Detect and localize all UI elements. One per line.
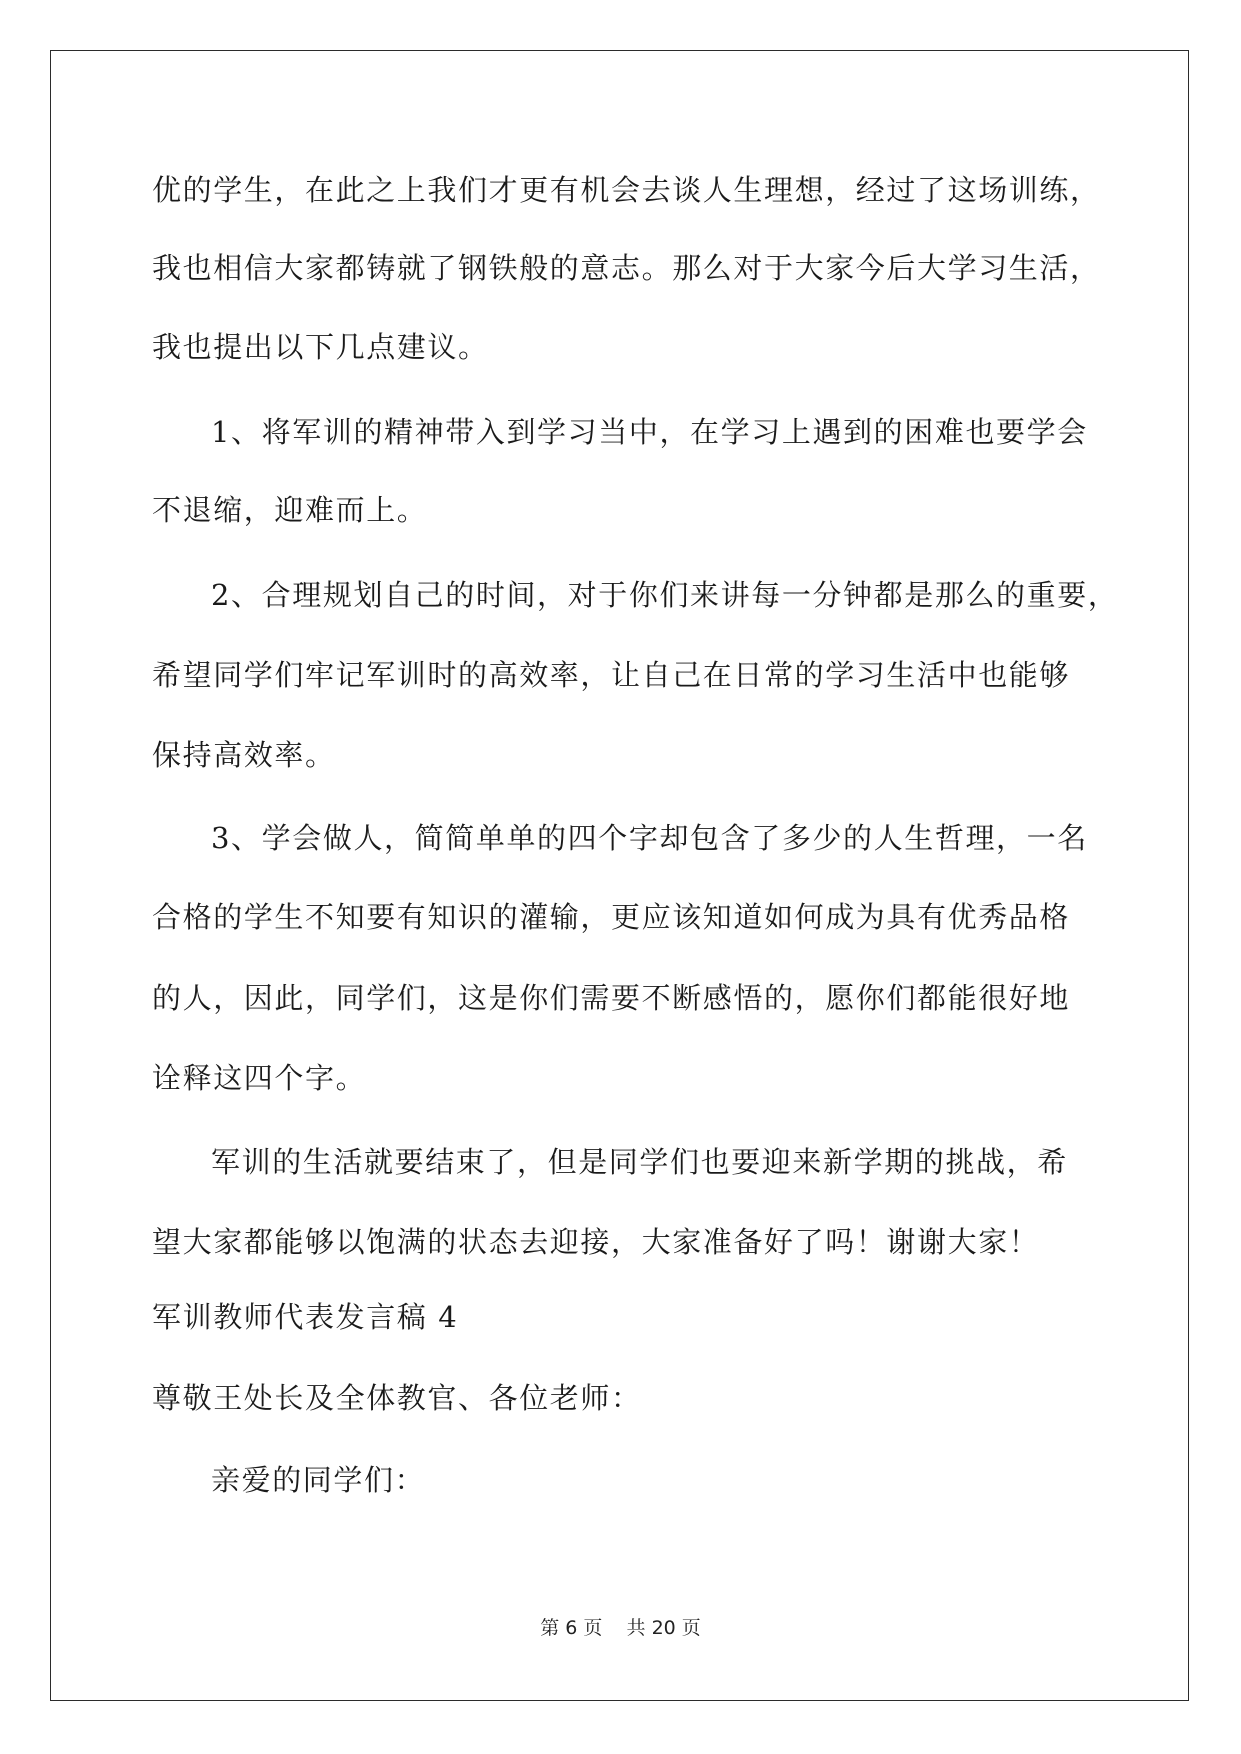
page-number: 第 6 页 <box>540 1617 603 1639</box>
paragraph-line: 2、合理规划自己的时间，对于你们来讲每一分钟都是那么的重要， <box>211 578 1119 612</box>
page-border <box>50 50 1189 1701</box>
paragraph-line: 1、将军训的精神带入到学习当中，在学习上遇到的困难也要学会 <box>211 415 1088 449</box>
paragraph-line: 我也相信大家都铸就了钢铁般的意志。那么对于大家今后大学习生活， <box>152 251 1101 285</box>
page-footer <box>0 1616 1241 1640</box>
salutation-line: 亲爱的同学们： <box>211 1463 426 1497</box>
paragraph-line: 保持高效率。 <box>152 738 336 772</box>
salutation-line: 尊敬王处长及全体教官、各位老师： <box>152 1381 642 1415</box>
paragraph-line: 的人，因此，同学们，这是你们需要不断感悟的，愿你们都能很好地 <box>152 981 1071 1015</box>
paragraph-line: 诠释这四个字。 <box>152 1061 367 1095</box>
paragraph-line: 望大家都能够以饱满的状态去迎接，大家准备好了吗！谢谢大家！ <box>152 1225 1040 1259</box>
paragraph-line: 我也提出以下几点建议。 <box>152 330 489 364</box>
paragraph-line: 3、学会做人，简简单单的四个字却包含了多少的人生哲理，一名 <box>211 821 1088 855</box>
paragraph-line: 军训的生活就要结束了，但是同学们也要迎来新学期的挑战，希 <box>211 1145 1068 1179</box>
paragraph-line: 不退缩，迎难而上。 <box>152 493 428 527</box>
paragraph-line: 合格的学生不知要有知识的灌输，更应该知道如何成为具有优秀品格 <box>152 900 1071 934</box>
section-heading: 军训教师代表发言稿 4 <box>152 1300 459 1334</box>
page-total: 共 20 页 <box>626 1617 701 1639</box>
paragraph-line: 优的学生，在此之上我们才更有机会去谈人生理想，经过了这场训练， <box>152 173 1101 207</box>
paragraph-line: 希望同学们牢记军训时的高效率，让自己在日常的学习生活中也能够 <box>152 658 1071 692</box>
